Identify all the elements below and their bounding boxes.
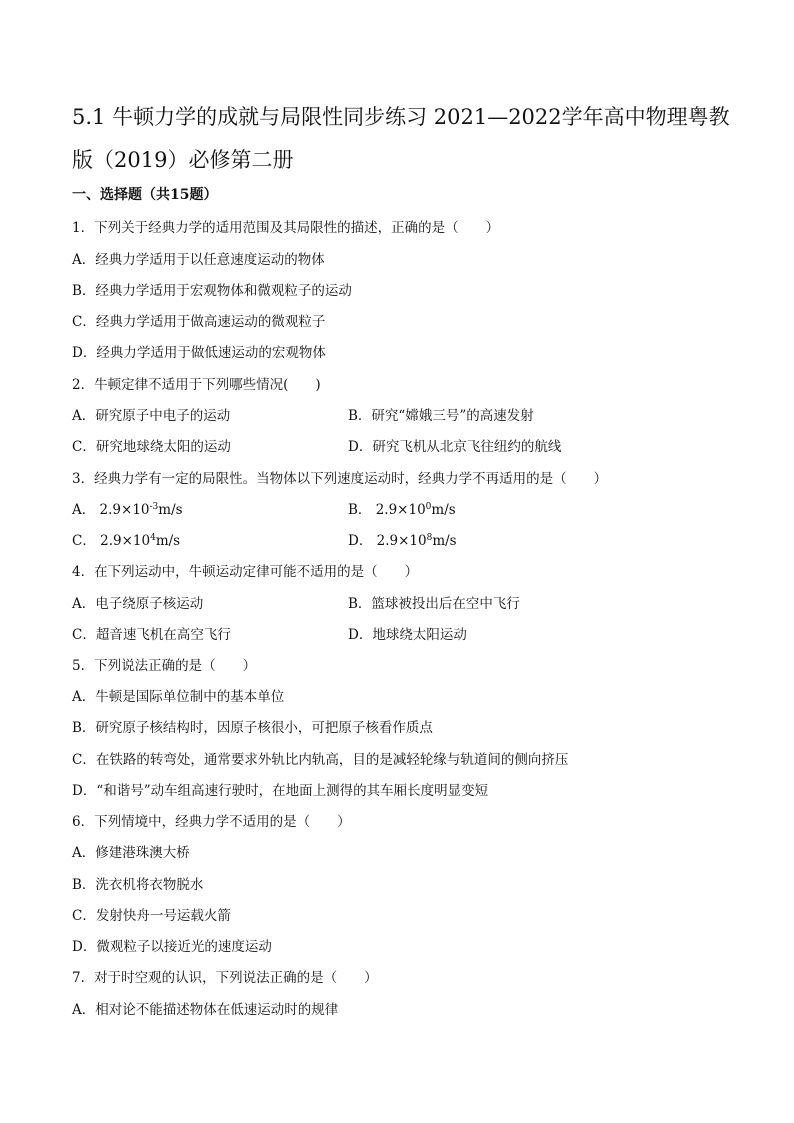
unit: m/s — [431, 502, 456, 518]
question-3-option-d — [348, 529, 457, 549]
question-2-stem: 2．牛顿定律不适用于下列哪些情况( ) — [72, 377, 321, 393]
exponent: -3 — [149, 502, 159, 512]
exponent: 4 — [150, 533, 156, 543]
question-3-option-b — [348, 498, 456, 518]
question-4-option-a: A．电子绕原子核运动 — [72, 596, 204, 612]
question-5-stem: 5．下列说法正确的是（ ） — [72, 658, 257, 674]
question-2-option-d: D．研究飞机从北京飞往纽约的航线 — [348, 439, 562, 455]
question-1-option-c: C．经典力学适用于做高速运动的微观粒子 — [72, 314, 326, 330]
option-text: D． 2.9×10 — [348, 533, 427, 549]
question-5-option-c: C．在铁路的转弯处，通常要求外轨比内轨高，目的是减轻轮缘与轨道间的侧向挤压 — [72, 752, 569, 768]
exponent: 8 — [426, 533, 433, 543]
question-2-option-a: A．研究原子中电子的运动 — [72, 408, 231, 424]
question-1-stem: 1．下列关于经典力学的适用范围及其局限性的描述，正确的是（ ） — [72, 220, 500, 236]
exponent: 0 — [425, 502, 432, 512]
question-4-option-b: B．篮球被投出后在空中飞行 — [348, 596, 520, 612]
question-3-stem: 3．经典力学有一定的局限性。当物体以下列速度运动时，经典力学不再适用的是（ ） — [72, 471, 608, 487]
question-1-option-b: B．经典力学适用于宏观物体和微观粒子的运动 — [72, 283, 352, 299]
question-3-option-a — [72, 498, 183, 518]
question-4-stem: 4．在下列运动中，牛顿运动定律可能不适用的是（ ） — [72, 564, 419, 580]
question-6-option-d: D．微观粒子以接近光的速度运动 — [72, 939, 272, 955]
question-2-option-c: C．研究地球绕太阳的运动 — [72, 439, 231, 455]
unit: m/s — [155, 533, 181, 549]
question-2-option-b: B．研究“嫦娥三号”的高速发射 — [348, 408, 534, 424]
page-title: 5.1 牛顿力学的成就与局限性同步练习 2021—2022学年高中物理粤教版（2019）必修第二册 — [72, 105, 730, 172]
option-text: C． 2.9×10 — [72, 533, 151, 549]
unit: m/s — [432, 533, 457, 549]
question-5-option-b: B．研究原子核结构时，因原子核很小，可把原子核看作质点 — [72, 720, 433, 736]
question-6-option-c: C．发射快舟一号运载火箭 — [72, 908, 231, 924]
question-7-stem: 7．对于时空观的认识，下列说法正确的是（ ） — [72, 970, 378, 986]
question-1-option-d: D．经典力学适用于做低速运动的宏观物体 — [72, 345, 326, 361]
question-5-option-d: D．“和谐号”动车组高速行驶时，在地面上测得的其车厢长度明显变短 — [72, 783, 489, 799]
question-6-option-b: B．洗衣机将衣物脱水 — [72, 877, 204, 893]
question-6-stem: 6．下列情境中，经典力学不适用的是（ ） — [72, 814, 351, 830]
section-heading: 一、选择题（共15题） — [72, 187, 218, 203]
question-6-option-a: A．修建港珠澳大桥 — [72, 845, 190, 861]
question-7-option-a: A．相对论不能描述物体在低速运动时的规律 — [72, 1002, 339, 1018]
question-4-option-c: C．超音速飞机在高空飞行 — [72, 627, 231, 643]
question-1-option-a: A．经典力学适用于以任意速度运动的物体 — [72, 252, 325, 268]
question-4-option-d: D．地球绕太阳运动 — [348, 627, 467, 643]
option-text: B． 2.9×10 — [348, 502, 426, 518]
option-text: A． 2.9×10 — [72, 502, 150, 518]
unit: m/s — [158, 502, 183, 518]
question-5-option-a: A．牛顿是国际单位制中的基本单位 — [72, 689, 285, 705]
question-3-option-c — [72, 529, 180, 549]
